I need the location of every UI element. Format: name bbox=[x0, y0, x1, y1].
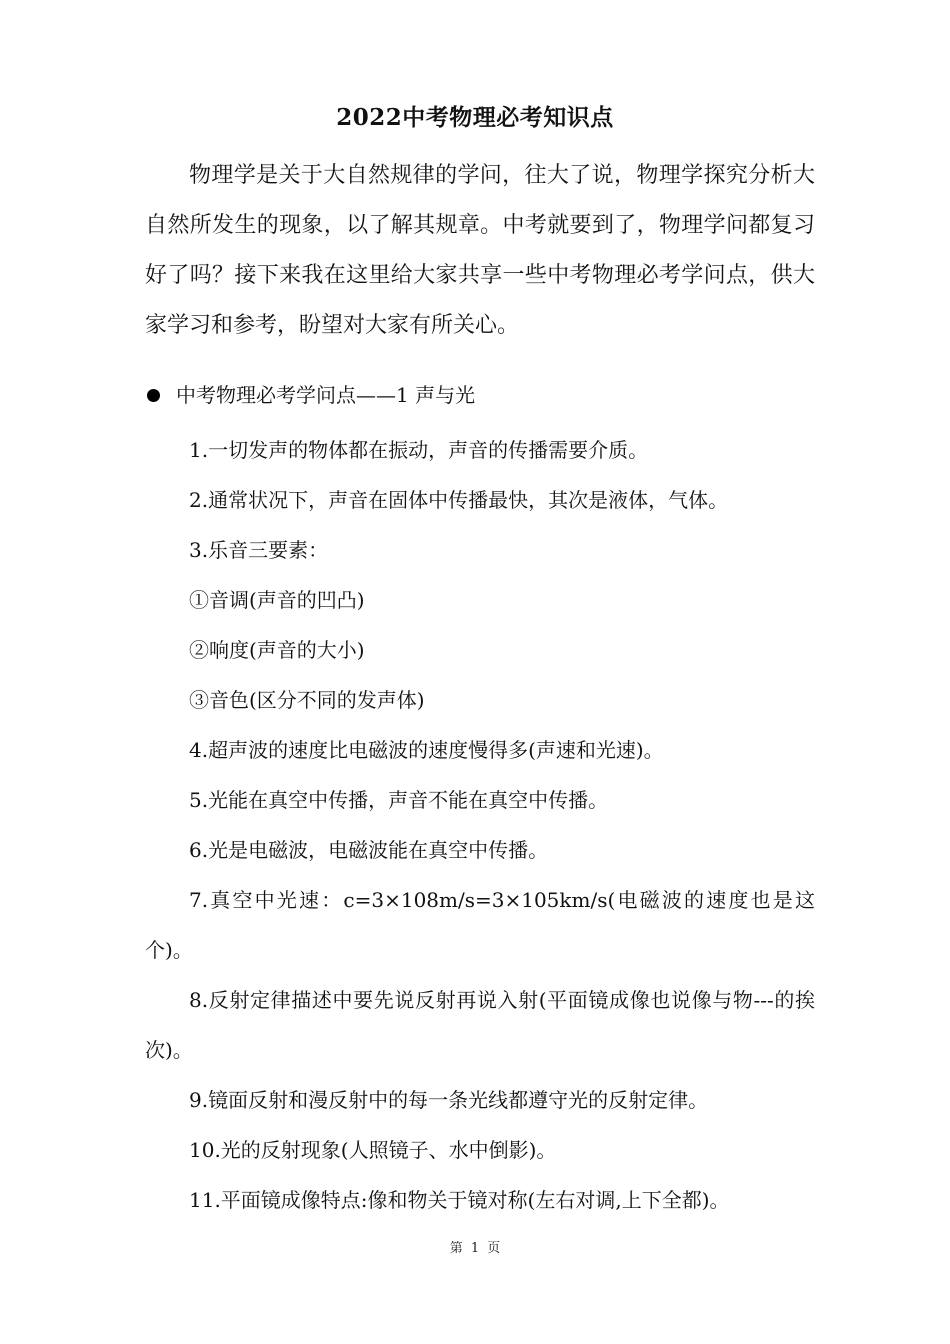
list-item: 3.乐音三要素： bbox=[189, 538, 329, 562]
list-item: ②响度(声音的大小) bbox=[189, 638, 365, 662]
list-item: ①音调(声音的凹凸) bbox=[189, 588, 365, 612]
list-item: 2.通常状况下，声音在固体中传播最快，其次是液体，气体。 bbox=[189, 488, 729, 512]
intro-paragraph: 物理学是关于大自然规律的学问，往大了说，物理学探究分析大自然所发生的现象，以了解其规章。中考就要到了，物理学问都复习好了吗？接下来我在这里给大家共享一些中考物理必考学问点，供大家学习和参考，盼望对大家有所关心。 bbox=[145, 163, 815, 338]
section-heading bbox=[145, 375, 815, 415]
list-item: 6.光是电磁波，电磁波能在真空中传播。 bbox=[189, 838, 549, 862]
list-item: 9.镜面反射和漫反射中的每一条光线都遵守光的反射定律。 bbox=[189, 1088, 709, 1112]
list-item: 4.超声波的速度比电磁波的速度慢得多(声速和光速)。 bbox=[189, 738, 664, 762]
knowledge-list bbox=[145, 425, 815, 1225]
list-item: 8.反射定律描述中要先说反射再说入射(平面镜成像也说像与物---的挨次)。 bbox=[145, 988, 815, 1062]
section-heading-text: 中考物理必考学问点——1 声与光 bbox=[176, 383, 476, 407]
page-number: 第 1 页 bbox=[449, 1241, 501, 1256]
list-item: 10.光的反射现象(人照镜子、水中倒影)。 bbox=[189, 1138, 557, 1162]
document-title: 2022中考物理必考知识点 bbox=[336, 104, 614, 131]
list-item: 11.平面镜成像特点:像和物关于镜对称(左右对调,上下全都)。 bbox=[189, 1188, 730, 1212]
list-item: 7.真空中光速：c=3×108m/s=3×105km/s(电磁波的速度也是这个)。 bbox=[145, 888, 815, 962]
bullet-icon bbox=[147, 389, 160, 402]
list-item: 5.光能在真空中传播，声音不能在真空中传播。 bbox=[189, 788, 609, 812]
list-item: ③音色(区分不同的发声体) bbox=[189, 688, 425, 712]
list-item: 1.一切发声的物体都在振动，声音的传播需要介质。 bbox=[189, 438, 649, 462]
